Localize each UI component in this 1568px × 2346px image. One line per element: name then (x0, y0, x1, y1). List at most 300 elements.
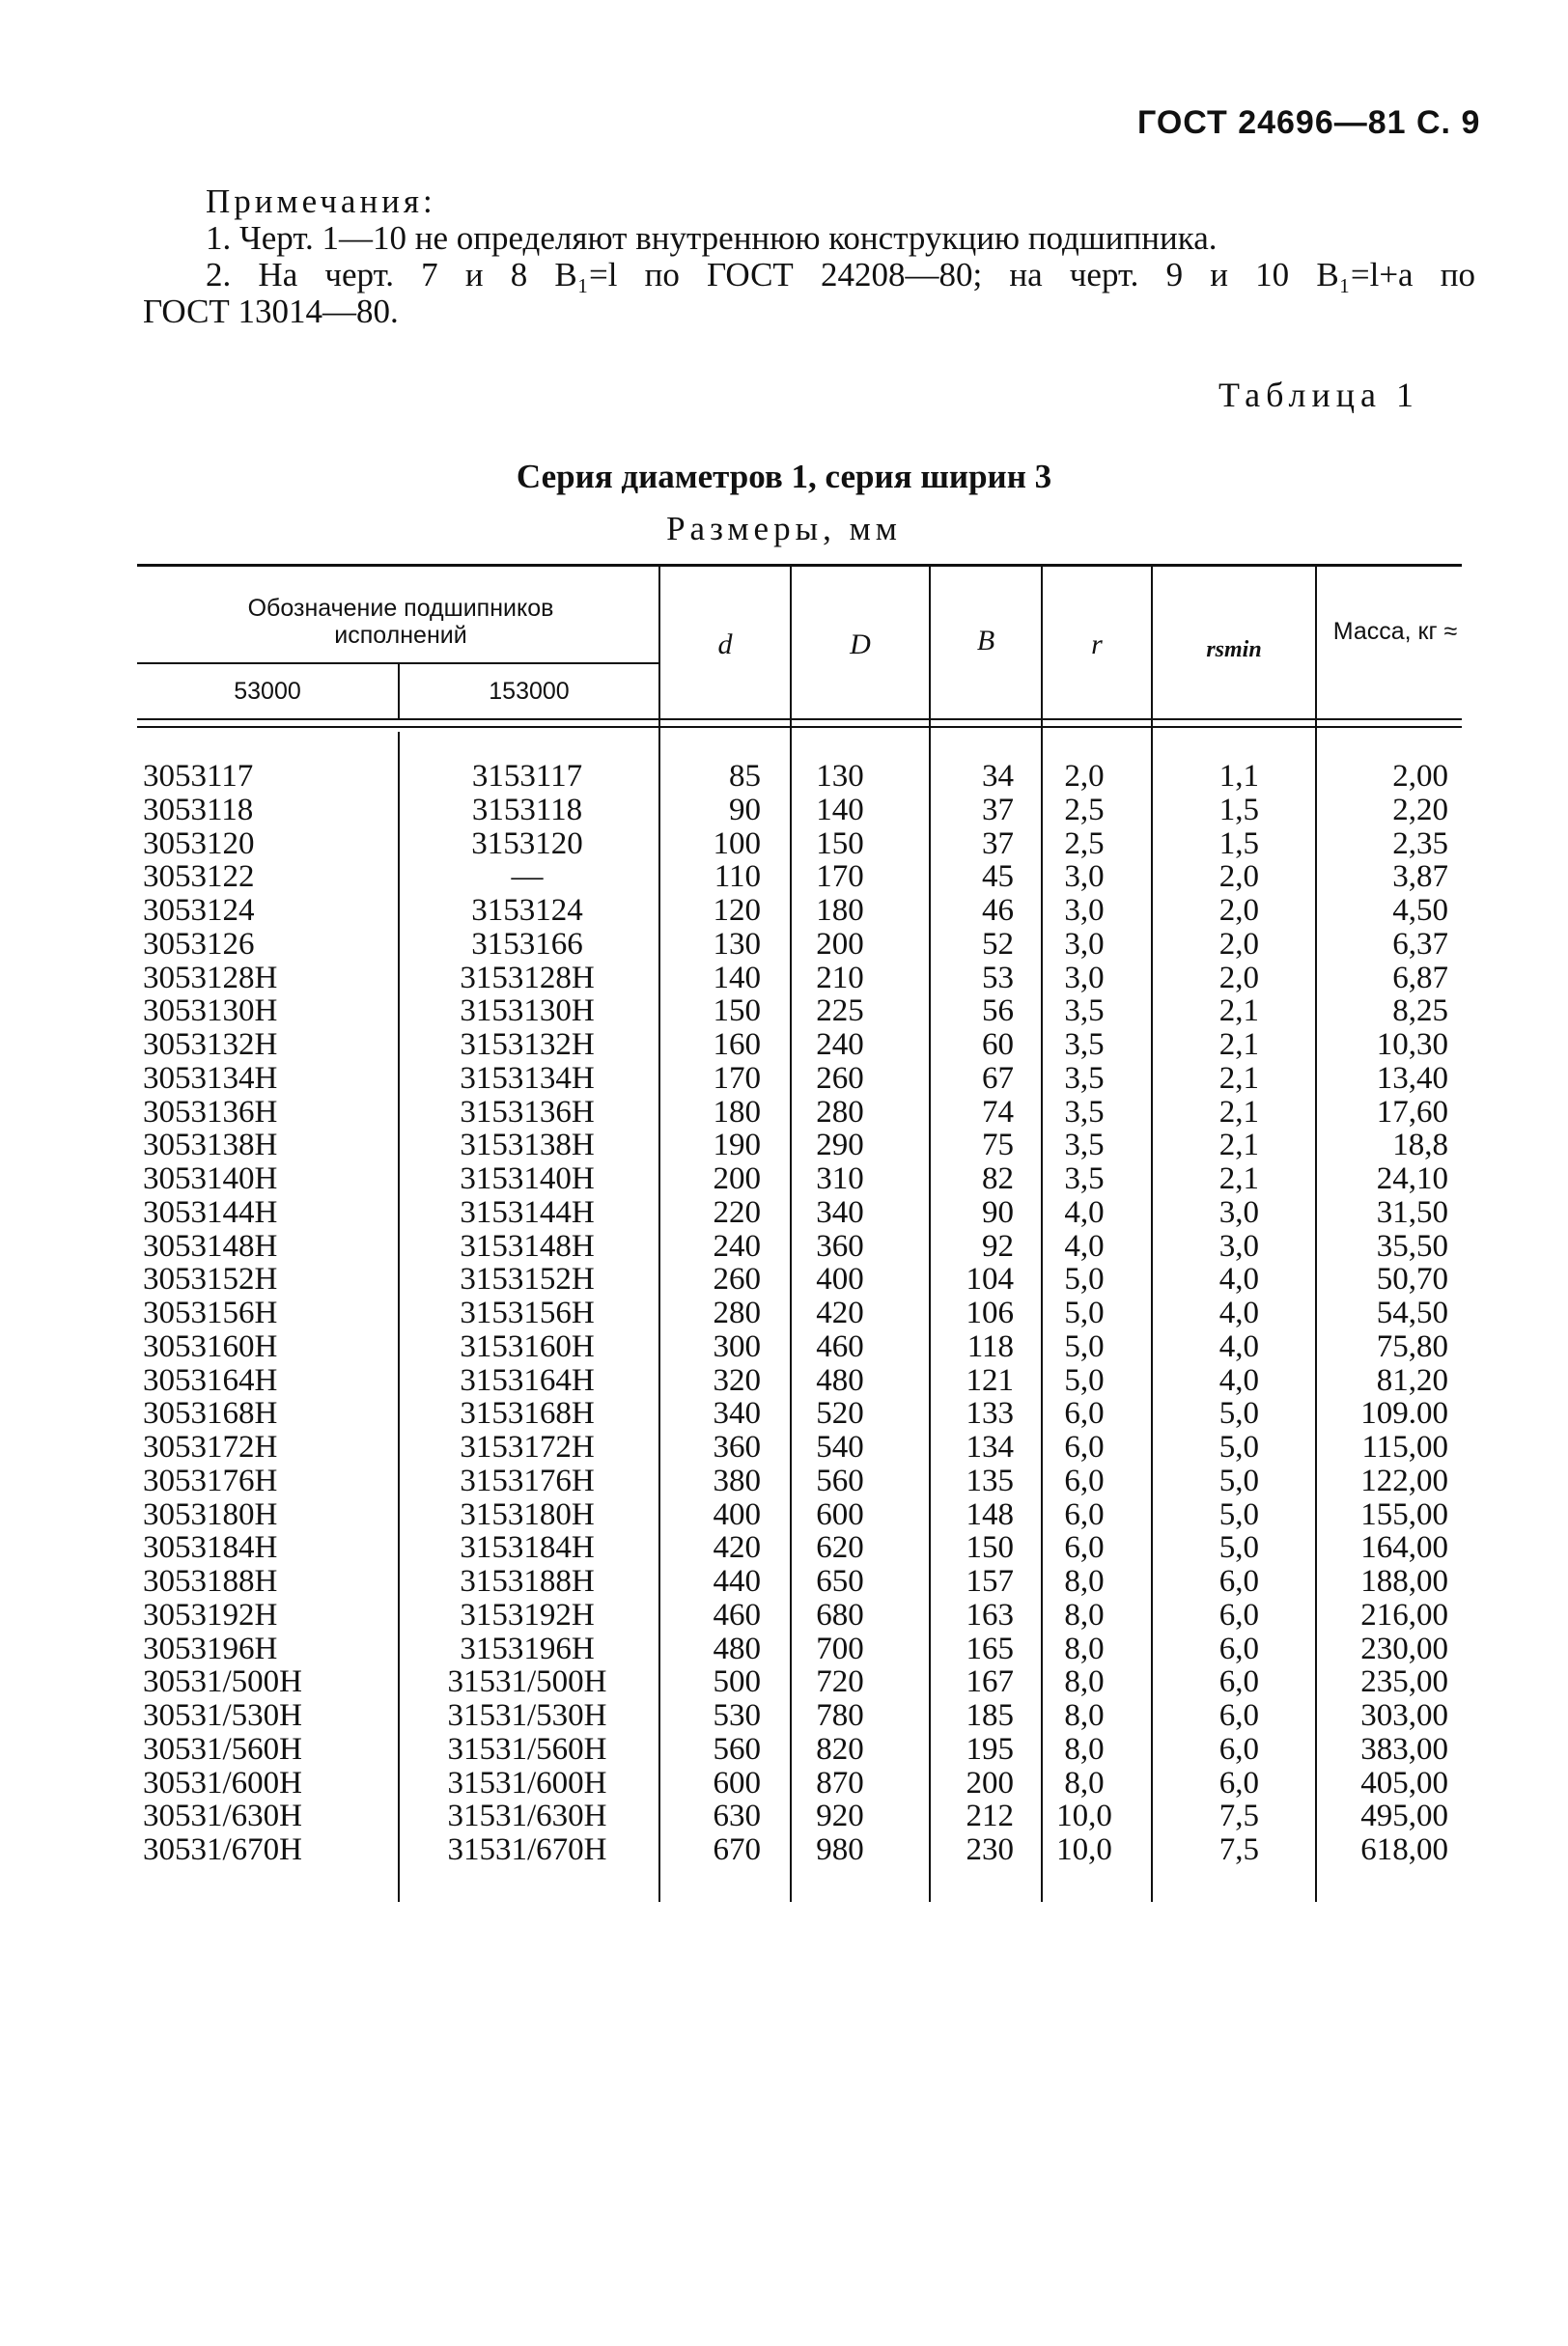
cell-r: 8,0 (1064, 1698, 1105, 1733)
cell-53000: 3053140Н (143, 1161, 278, 1196)
cell-153000: 3153124 (471, 893, 583, 928)
header-d (660, 628, 790, 660)
cell-53000: 3053156Н (143, 1296, 278, 1330)
cell-D: 200 (816, 926, 864, 962)
table-row (0, 1833, 1568, 1867)
table-row (0, 1733, 1568, 1767)
cell-53000: 3053164Н (143, 1362, 278, 1398)
cell-rsmin: 2,1 (1218, 1060, 1259, 1096)
cell-r: 5,0 (1064, 1328, 1105, 1364)
cell-53000: 3053180Н (143, 1496, 278, 1532)
cell-rsmin: 2,1 (1218, 993, 1259, 1029)
cell-d: 260 (713, 1262, 761, 1298)
table-row (0, 1531, 1568, 1565)
cell-mass: 31,50 (1376, 1194, 1448, 1230)
cell-D: 280 (816, 1094, 864, 1130)
cell-d: 110 (714, 859, 761, 895)
cell-rsmin: 6,0 (1218, 1631, 1259, 1666)
cell-r: 5,0 (1064, 1362, 1105, 1398)
cell-D: 620 (816, 1530, 864, 1566)
cell-B: 53 (982, 960, 1014, 995)
cell-153000: 3153134Н (460, 1060, 595, 1096)
table-row (0, 1062, 1568, 1096)
table-number: Таблица 1 (1218, 376, 1419, 414)
cell-rsmin: 4,0 (1218, 1362, 1259, 1398)
cell-D: 240 (816, 1027, 864, 1062)
cell-53000: 30531/530Н (143, 1698, 302, 1733)
cell-153000: 31531/560Н (447, 1731, 607, 1767)
cell-d: 630 (713, 1799, 761, 1834)
cell-r: 3,5 (1064, 1161, 1105, 1196)
table-row (0, 794, 1568, 827)
cell-r: 3,0 (1064, 859, 1105, 895)
cell-153000: 3153136Н (460, 1094, 595, 1130)
cell-B: 167 (966, 1664, 1014, 1700)
cell-53000: 3053124 (143, 893, 255, 928)
cell-rsmin: 7,5 (1218, 1832, 1259, 1867)
table-row (0, 860, 1568, 894)
cell-D: 210 (816, 960, 864, 995)
cell-d: 530 (713, 1698, 761, 1733)
cell-r: 8,0 (1064, 1664, 1105, 1700)
cell-153000: 3153132Н (460, 1027, 595, 1062)
cell-153000: 3153180Н (460, 1496, 595, 1532)
table-row (0, 1767, 1568, 1801)
cell-153000: 3153176Н (460, 1463, 595, 1498)
cell-rsmin: 6,0 (1218, 1664, 1259, 1700)
cell-mass: 122,00 (1360, 1463, 1448, 1498)
cell-D: 225 (816, 993, 864, 1029)
cell-D: 700 (816, 1631, 864, 1666)
cell-D: 460 (816, 1328, 864, 1364)
cell-D: 150 (816, 825, 864, 861)
header-designation: Обозначение подшипников исполнений (247, 595, 554, 649)
cell-d: 320 (713, 1362, 761, 1398)
cell-d: 100 (713, 825, 761, 861)
note-item-1: 1. Черт. 1—10 не определяют внутреннюю конструкцию подшипника. (206, 219, 1218, 257)
cell-153000: 31531/500Н (447, 1664, 607, 1700)
cell-rsmin: 2,0 (1218, 893, 1259, 928)
cell-d: 140 (713, 960, 761, 995)
header-rsmin (1153, 635, 1315, 663)
cell-153000: 3153148Н (460, 1228, 595, 1264)
table-row (0, 1364, 1568, 1398)
table-row (0, 827, 1568, 861)
cell-153000: 3153156Н (460, 1296, 595, 1330)
cell-D: 520 (816, 1396, 864, 1432)
cell-D: 360 (816, 1228, 864, 1264)
cell-153000: 3153140Н (460, 1161, 595, 1196)
cell-mass: 8,25 (1392, 993, 1448, 1029)
cell-B: 37 (982, 792, 1014, 827)
table-row (0, 1162, 1568, 1196)
cell-B: 52 (982, 926, 1014, 962)
cell-53000: 3053188Н (143, 1564, 278, 1599)
table-row (0, 1633, 1568, 1666)
cell-d: 85 (729, 759, 761, 794)
cell-r: 6,0 (1064, 1396, 1105, 1432)
cell-d: 360 (713, 1430, 761, 1465)
cell-rsmin: 2,1 (1218, 1027, 1259, 1062)
cell-rsmin: 1,1 (1218, 759, 1259, 794)
cell-d: 460 (713, 1597, 761, 1633)
cell-153000: 3153196Н (460, 1631, 595, 1666)
table-row (0, 1665, 1568, 1699)
cell-B: 150 (966, 1530, 1014, 1566)
note-item-2: 2. На черт. 7 и 8 B₁=l по ГОСТ 24208—80; на черт. 9 и 10 B₁=l+a по (206, 256, 1475, 293)
cell-B: 121 (966, 1362, 1014, 1398)
cell-r: 4,0 (1064, 1194, 1105, 1230)
notes-block (143, 183, 1475, 330)
cell-rsmin: 4,0 (1218, 1296, 1259, 1330)
header-bottom-rule-2 (137, 726, 1462, 728)
cell-53000: 30531/670Н (143, 1832, 302, 1867)
cell-53000: 3053132Н (143, 1027, 278, 1062)
cell-mass: 230,00 (1360, 1631, 1448, 1666)
cell-53000: 30531/500Н (143, 1664, 302, 1700)
cell-d: 200 (713, 1161, 761, 1196)
table-row (0, 1397, 1568, 1431)
table-row (0, 1800, 1568, 1833)
cell-153000: 3153138Н (460, 1128, 595, 1163)
cell-rsmin: 7,5 (1218, 1799, 1259, 1834)
cell-D: 780 (816, 1698, 864, 1733)
header-D-text: D (850, 628, 871, 660)
cell-rsmin: 4,0 (1218, 1328, 1259, 1364)
header-r (1043, 628, 1151, 660)
cell-rsmin: 5,0 (1218, 1496, 1259, 1532)
header-exec-153000: 153000 (489, 678, 570, 705)
cell-53000: 3053117 (143, 759, 254, 794)
cell-53000: 3053160Н (143, 1328, 278, 1364)
cell-d: 440 (713, 1564, 761, 1599)
cell-B: 82 (982, 1161, 1014, 1196)
cell-mass: 2,00 (1392, 759, 1448, 794)
page-header: ГОСТ 24696—81 С. 9 (1137, 104, 1481, 141)
cell-B: 46 (982, 893, 1014, 928)
cell-B: 212 (966, 1799, 1014, 1834)
table-row (0, 1028, 1568, 1062)
cell-rsmin: 3,0 (1218, 1228, 1259, 1264)
cell-d: 480 (713, 1631, 761, 1666)
cell-D: 420 (816, 1296, 864, 1330)
cell-mass: 3,87 (1392, 859, 1448, 895)
cell-r: 3,5 (1064, 1060, 1105, 1096)
cell-r: 3,5 (1064, 1027, 1105, 1062)
cell-D: 720 (816, 1664, 864, 1700)
cell-153000: 3153168Н (460, 1396, 595, 1432)
cell-rsmin: 5,0 (1218, 1463, 1259, 1498)
cell-D: 920 (816, 1799, 864, 1834)
cell-B: 148 (966, 1496, 1014, 1532)
cell-D: 310 (816, 1161, 864, 1196)
cell-53000: 3053128Н (143, 960, 278, 995)
cell-53000: 30531/630Н (143, 1799, 302, 1834)
cell-rsmin: 6,0 (1218, 1731, 1259, 1767)
cell-r: 8,0 (1064, 1597, 1105, 1633)
cell-D: 980 (816, 1832, 864, 1867)
cell-D: 680 (816, 1597, 864, 1633)
cell-mass: 75,80 (1376, 1328, 1448, 1364)
cell-B: 56 (982, 993, 1014, 1029)
header-exec-53000: 53000 (234, 678, 301, 705)
cell-153000: 3153192Н (460, 1597, 595, 1633)
cell-d: 380 (713, 1463, 761, 1498)
cell-mass: 4,50 (1392, 893, 1448, 928)
cell-mass: 216,00 (1360, 1597, 1448, 1633)
table-row (0, 994, 1568, 1028)
header-r-text: r (1091, 628, 1103, 660)
cell-rsmin: 1,5 (1218, 792, 1259, 827)
header-bottom-rule (137, 718, 1462, 720)
cell-rsmin: 6,0 (1218, 1765, 1259, 1801)
cell-r: 10,0 (1056, 1799, 1112, 1834)
table-units: Размеры, мм (666, 510, 902, 547)
cell-153000: 3153120 (471, 825, 583, 861)
cell-153000: 31531/530Н (447, 1698, 607, 1733)
cell-B: 185 (966, 1698, 1014, 1733)
cell-rsmin: 5,0 (1218, 1530, 1259, 1566)
cell-53000: 3053118 (143, 792, 254, 827)
cell-d: 400 (713, 1496, 761, 1532)
cell-rsmin: 2,1 (1218, 1128, 1259, 1163)
cell-r: 3,0 (1064, 960, 1105, 995)
cell-r: 8,0 (1064, 1564, 1105, 1599)
cell-rsmin: 2,0 (1218, 960, 1259, 995)
cell-D: 140 (816, 792, 864, 827)
cell-B: 106 (966, 1296, 1014, 1330)
cell-53000: 3053144Н (143, 1194, 278, 1230)
cell-153000: 3153144Н (460, 1194, 595, 1230)
table-row (0, 1096, 1568, 1130)
cell-rsmin: 5,0 (1218, 1430, 1259, 1465)
cell-53000: 3053136Н (143, 1094, 278, 1130)
cell-mass: 495,00 (1360, 1799, 1448, 1834)
cell-mass: 115,00 (1361, 1430, 1448, 1465)
cell-mass: 164,00 (1360, 1530, 1448, 1566)
cell-r: 3,0 (1064, 893, 1105, 928)
cell-B: 45 (982, 859, 1014, 895)
cell-rsmin: 6,0 (1218, 1597, 1259, 1633)
cell-53000: 30531/600Н (143, 1765, 302, 1801)
table-row (0, 928, 1568, 962)
table-row (0, 1465, 1568, 1498)
table-row (0, 1129, 1568, 1162)
cell-B: 37 (982, 825, 1014, 861)
cell-rsmin: 4,0 (1218, 1262, 1259, 1298)
cell-r: 3,0 (1064, 926, 1105, 962)
cell-rsmin: 5,0 (1218, 1396, 1259, 1432)
cell-d: 280 (713, 1296, 761, 1330)
cell-d: 170 (713, 1060, 761, 1096)
cell-mass: 155,00 (1360, 1496, 1448, 1532)
cell-B: 165 (966, 1631, 1014, 1666)
header-d-text: d (717, 628, 733, 660)
cell-B: 133 (966, 1396, 1014, 1432)
cell-r: 6,0 (1064, 1530, 1105, 1566)
cell-B: 157 (966, 1564, 1014, 1599)
cell-B: 163 (966, 1597, 1014, 1633)
cell-d: 420 (713, 1530, 761, 1566)
cell-mass: 6,87 (1392, 960, 1448, 995)
cell-mass: 109.00 (1360, 1396, 1448, 1432)
table-row (0, 962, 1568, 995)
cell-r: 5,0 (1064, 1296, 1105, 1330)
table-row (0, 1565, 1568, 1599)
cell-r: 3,5 (1064, 993, 1105, 1029)
table-row (0, 1230, 1568, 1264)
cell-rsmin: 2,1 (1218, 1094, 1259, 1130)
table-row (0, 1498, 1568, 1532)
cell-mass: 2,20 (1392, 792, 1448, 827)
cell-153000: 31531/600Н (447, 1765, 607, 1801)
cell-D: 540 (816, 1430, 864, 1465)
cell-mass: 18,8 (1392, 1128, 1448, 1163)
cell-53000: 30531/560Н (143, 1731, 302, 1767)
cell-mass: 50,70 (1376, 1262, 1448, 1298)
cell-mass: 10,30 (1376, 1027, 1448, 1062)
cell-B: 135 (966, 1463, 1014, 1498)
cell-D: 290 (816, 1128, 864, 1163)
cell-D: 130 (816, 759, 864, 794)
cell-B: 230 (966, 1832, 1014, 1867)
cell-B: 60 (982, 1027, 1014, 1062)
cell-r: 2,5 (1064, 825, 1105, 861)
header-mass: Масса, кг ≈ (1332, 618, 1458, 645)
cell-rsmin: 6,0 (1218, 1698, 1259, 1733)
cell-mass: 405,00 (1360, 1765, 1448, 1801)
cell-B: 200 (966, 1765, 1014, 1801)
header-rsmin-text: rsmin (1206, 637, 1262, 662)
cell-rsmin: 1,5 (1218, 825, 1259, 861)
cell-153000: 31531/630Н (447, 1799, 607, 1834)
cell-53000: 3053152Н (143, 1262, 278, 1298)
cell-d: 190 (713, 1128, 761, 1163)
cell-mass: 303,00 (1360, 1698, 1448, 1733)
cell-D: 870 (816, 1765, 864, 1801)
cell-r: 6,0 (1064, 1496, 1105, 1532)
cell-d: 300 (713, 1328, 761, 1364)
cell-D: 480 (816, 1362, 864, 1398)
cell-r: 8,0 (1064, 1731, 1105, 1767)
cell-D: 170 (816, 859, 864, 895)
cell-153000: — (511, 859, 544, 895)
cell-D: 820 (816, 1731, 864, 1767)
cell-B: 92 (982, 1228, 1014, 1264)
table-row (0, 1599, 1568, 1633)
cell-53000: 3053192Н (143, 1597, 278, 1633)
cell-153000: 3153128Н (460, 960, 595, 995)
cell-53000: 3053130Н (143, 993, 278, 1029)
cell-r: 6,0 (1064, 1430, 1105, 1465)
cell-rsmin: 2,0 (1218, 859, 1259, 895)
cell-d: 120 (713, 893, 761, 928)
cell-D: 180 (816, 893, 864, 928)
cell-53000: 3053134Н (143, 1060, 278, 1096)
cell-mass: 81,20 (1376, 1362, 1448, 1398)
cell-rsmin: 2,0 (1218, 926, 1259, 962)
cell-53000: 3053176Н (143, 1463, 278, 1498)
cell-53000: 3053196Н (143, 1631, 278, 1666)
cell-B: 118 (966, 1328, 1014, 1364)
cell-153000: 3153172Н (460, 1430, 595, 1465)
cell-53000: 3053148Н (143, 1228, 278, 1264)
notes-title: Примечания: (206, 182, 436, 220)
cell-153000: 31531/670Н (447, 1832, 607, 1867)
cell-d: 340 (713, 1396, 761, 1432)
cell-d: 130 (713, 926, 761, 962)
table-top-rule (137, 564, 1462, 567)
cell-rsmin: 6,0 (1218, 1564, 1259, 1599)
cell-D: 260 (816, 1060, 864, 1096)
cell-153000: 3153188Н (460, 1564, 595, 1599)
cell-53000: 3053122 (143, 859, 255, 895)
cell-B: 74 (982, 1094, 1014, 1130)
cell-r: 4,0 (1064, 1228, 1105, 1264)
table-row (0, 1431, 1568, 1465)
cell-d: 160 (713, 1027, 761, 1062)
cell-r: 3,5 (1064, 1094, 1105, 1130)
cell-mass: 24,10 (1376, 1161, 1448, 1196)
cell-d: 670 (713, 1832, 761, 1867)
note-item-2-continuation: ГОСТ 13014—80. (143, 293, 399, 330)
table-row (0, 1297, 1568, 1330)
cell-r: 2,0 (1064, 759, 1105, 794)
cell-r: 3,5 (1064, 1128, 1105, 1163)
cell-rsmin: 2,1 (1218, 1161, 1259, 1196)
cell-53000: 3053168Н (143, 1396, 278, 1432)
cell-d: 240 (713, 1228, 761, 1264)
cell-B: 104 (966, 1262, 1014, 1298)
cell-B: 90 (982, 1194, 1014, 1230)
cell-B: 195 (966, 1731, 1014, 1767)
header-B-text: B (976, 625, 995, 656)
cell-mass: 17,60 (1376, 1094, 1448, 1130)
cell-D: 600 (816, 1496, 864, 1532)
table-row (0, 1699, 1568, 1733)
cell-mass: 13,40 (1376, 1060, 1448, 1096)
cell-d: 150 (713, 993, 761, 1029)
cell-mass: 383,00 (1360, 1731, 1448, 1767)
cell-d: 560 (713, 1731, 761, 1767)
table-row (0, 1196, 1568, 1230)
cell-153000: 3153164Н (460, 1362, 595, 1398)
cell-153000: 3153117 (471, 759, 583, 794)
cell-r: 6,0 (1064, 1463, 1105, 1498)
cell-53000: 3053184Н (143, 1530, 278, 1566)
cell-B: 67 (982, 1060, 1014, 1096)
cell-r: 2,5 (1064, 792, 1105, 827)
cell-r: 10,0 (1056, 1832, 1112, 1867)
cell-d: 180 (713, 1094, 761, 1130)
cell-B: 134 (966, 1430, 1014, 1465)
header-B (931, 625, 1041, 656)
table-row (0, 760, 1568, 794)
table-row (0, 1263, 1568, 1297)
cell-d: 500 (713, 1664, 761, 1700)
table-caption: Серия диаметров 1, серия ширин 3 (516, 458, 1052, 495)
cell-r: 8,0 (1064, 1765, 1105, 1801)
cell-53000: 3053138Н (143, 1128, 278, 1163)
cell-153000: 3153184Н (460, 1530, 595, 1566)
cell-mass: 6,37 (1392, 926, 1448, 962)
cell-d: 600 (713, 1765, 761, 1801)
cell-r: 8,0 (1064, 1631, 1105, 1666)
cell-D: 400 (816, 1262, 864, 1298)
cell-D: 340 (816, 1194, 864, 1230)
cell-153000: 3153166 (471, 926, 583, 962)
cell-153000: 3153118 (471, 792, 583, 827)
